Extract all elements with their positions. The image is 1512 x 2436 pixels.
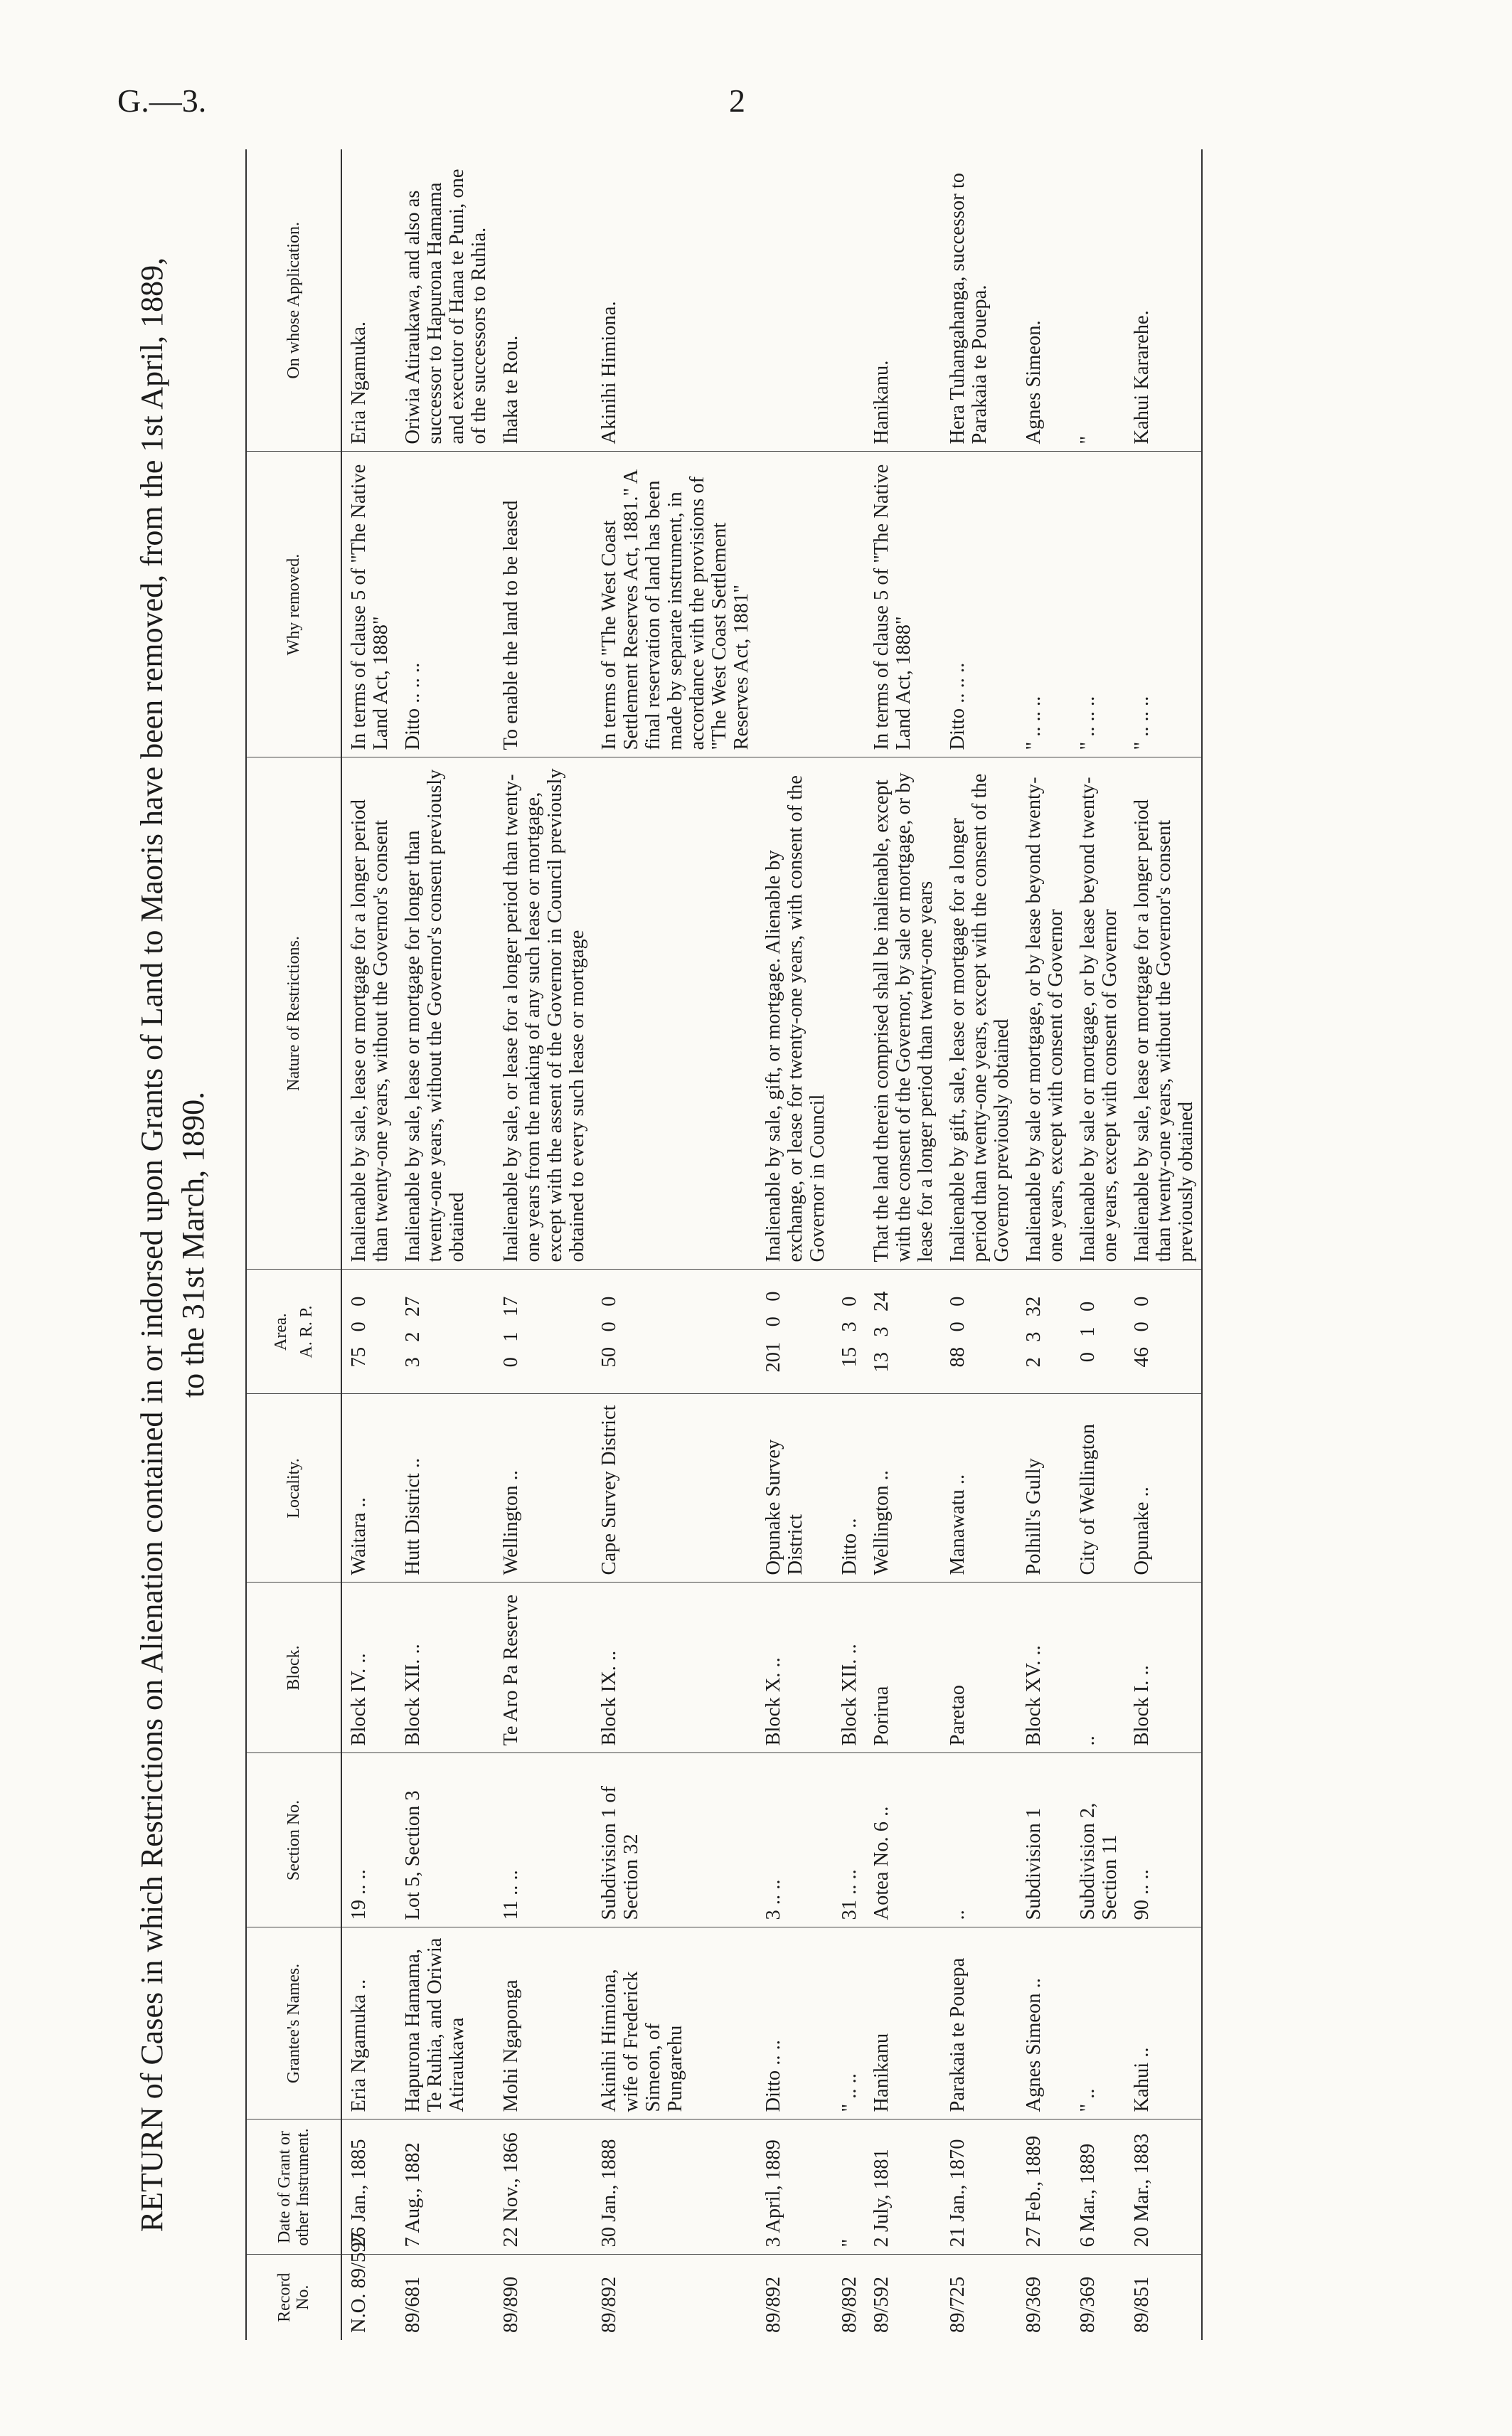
cell-locality: Opunake .. (1125, 1394, 1202, 1583)
cell-grantee-names: Hanikanu (865, 1927, 941, 2119)
cell-area: 0 1 0 (1071, 1270, 1125, 1394)
header-locality: Locality. (246, 1394, 341, 1583)
table-row (592, 149, 757, 2340)
restrictions-table (245, 149, 1203, 2340)
header-block: Block. (246, 1583, 341, 1753)
cell-on-whose-application: Eria Ngamuka. (341, 149, 396, 452)
table-row (1017, 149, 1071, 2340)
table-row (396, 149, 494, 2340)
table-row (941, 149, 1017, 2340)
cell-on-whose-application: Hanikanu. (865, 149, 941, 452)
cell-block: Block XII. .. (833, 1583, 865, 1753)
cell-grant-date: 2 July, 1881 (865, 2119, 941, 2255)
cell-area: 50 0 0 (592, 1270, 757, 1394)
cell-nature-of-restrictions: Inalienable by sale, lease or mortgage for longer than twenty-one years, without the Governor's consent previously obtained (396, 757, 494, 1270)
cell-area: 13 3 24 (865, 1270, 941, 1394)
cell-grantee-names: " .. .. (833, 1927, 865, 2119)
cell-block: Block I. .. (1125, 1583, 1202, 1753)
cell-section-no: 11 .. .. (494, 1753, 592, 1927)
header-date: Date of Grant or other Instrument. (246, 2119, 341, 2255)
cell-why-removed: In terms of "The West Coast Settlement Reserves Act, 1881." A final reservation of land has been made by separate instrument, in accordance with the provisions of "The West Coast Settlement Reserves Act, 1881" (592, 452, 757, 757)
header-area (246, 1270, 341, 1394)
cell-section-no: Aotea No. 6 .. (865, 1753, 941, 1927)
cell-locality: Ditto .. (833, 1394, 865, 1583)
cell-record-no: 89/369 (1077, 2276, 1099, 2333)
cell-why-removed: Ditto .. .. .. (396, 452, 494, 757)
cell-grant-date: 26 Jan., 1885 (341, 2119, 396, 2255)
cell-on-whose-application: Oriwia Atiraukawa, and also as successor to Hapurona Hamama and executor of Hana te Puni, one of the successors to Ruhia. (396, 149, 494, 452)
cell-on-whose-application: Kahui Kararehe. (1125, 149, 1202, 452)
cell-block: Block IV. .. (341, 1583, 396, 1753)
page-reference: G.—3. (117, 83, 207, 119)
document-title (132, 135, 238, 2354)
cell-grantee-names: Hapurona Hamama, Te Ruhia, and Oriwia Atiraukawa (396, 1927, 494, 2119)
cell-nature-of-restrictions: Inalienable by sale, lease or mortgage for a longer period than twenty-one years, without the Governor's consent (341, 757, 396, 1270)
cell-locality: Wellington .. (494, 1394, 592, 1583)
table-row (1125, 149, 1202, 2340)
cell-grant-date: 20 Mar., 1883 (1125, 2119, 1202, 2255)
cell-locality: Polhill's Gully (1017, 1394, 1071, 1583)
header-section: Section No. (246, 1753, 341, 1927)
cell-area: 0 1 17 (494, 1270, 592, 1394)
cell-record-no: 89/890 (500, 2276, 522, 2333)
cell-locality: Cape Survey District (592, 1394, 757, 1583)
cell-nature-of-restrictions: Inalienable by sale or mortgage, or by lease beyond twenty-one years, except with consent of Governor (1071, 757, 1125, 1270)
header-area-units: A. R. P. (297, 1305, 316, 1358)
cell-grant-date: 6 Mar., 1889 (1071, 2119, 1125, 2255)
title-line-2: to the 31st March, 1890. (176, 1091, 211, 1398)
cell-why-removed (757, 452, 833, 757)
cell-grantee-names: " .. (1071, 1927, 1125, 2119)
cell-grantee-names: Eria Ngamuka .. (341, 1927, 396, 2119)
cell-area: 46 0 0 (1125, 1270, 1202, 1394)
cell-record-no: 89/369 (1023, 2276, 1045, 2333)
cell-section-no: Subdivision 1 (1017, 1753, 1071, 1927)
cell-why-removed: " .. .. .. (1017, 452, 1071, 757)
cell-why-removed: In terms of clause 5 of "The Native Land Act, 1888" (865, 452, 941, 757)
cell-area: 75 0 0 (341, 1270, 396, 1394)
cell-block: Block XV. .. (1017, 1583, 1071, 1753)
cell-area: 2 3 32 (1017, 1270, 1071, 1394)
rotated-return-table (132, 135, 1397, 2354)
cell-why-removed: " .. .. .. (1071, 452, 1125, 757)
header-record: Record No. (246, 2255, 341, 2340)
cell-grantee-names: Ditto .. .. (757, 1927, 833, 2119)
cell-grant-date: 30 Jan., 1888 (592, 2119, 757, 2255)
cell-nature-of-restrictions: Inalienable by sale, or lease for a longer period than twenty-one years from the making of any such lease or mortgage, except with the assent of the Governor in Council previously obtained to every such lease or mortgage (494, 757, 592, 1270)
cell-block: Paretao (941, 1583, 1017, 1753)
cell-grantee-names: Kahui .. (1125, 1927, 1202, 2119)
table-row (833, 149, 865, 2340)
cell-nature-of-restrictions: Inalienable by sale, lease or mortgage for a longer period than twenty-one years, without the Governor's consent previously obtained (1125, 757, 1202, 1270)
cell-grant-date: 3 April, 1889 (757, 2119, 833, 2255)
cell-why-removed: Ditto .. .. .. (941, 452, 1017, 757)
cell-section-no: 3 .. .. (757, 1753, 833, 1927)
cell-locality: City of Wellington (1071, 1394, 1125, 1583)
header-applicant: On whose Application. (246, 149, 341, 452)
header-row (246, 149, 341, 2340)
cell-grant-date: " (833, 2119, 865, 2255)
cell-on-whose-application: Akinihi Himiona. (592, 149, 757, 452)
cell-nature-of-restrictions (833, 757, 865, 1270)
cell-grantee-names: Mohi Ngaponga (494, 1927, 592, 2119)
table-row (341, 149, 396, 2340)
title-line-1: RETURN of Cases in which Restrictions on Alienation contained in or indorsed upon Grants of Land to Maoris have been removed, from the 1st April, 1889, (134, 257, 169, 2233)
cell-nature-of-restrictions: Inalienable by gift, sale, lease or mortgage for a longer period than twenty-one years, except with the consent of the Governor previously obtained (941, 757, 1017, 1270)
cell-nature-of-restrictions: That the land therein comprised shall be inalienable, except with the consent of the Governor, by sale or mortgage, or by lease for a longer period than twenty-one years (865, 757, 941, 1270)
cell-record-no: N.O. 89/597 (348, 2232, 370, 2333)
cell-section-no: .. (941, 1753, 1017, 1927)
cell-grant-date: 27 Feb., 1889 (1017, 2119, 1071, 2255)
header-area-label: Area. (272, 1313, 290, 1351)
cell-grant-date: 7 Aug., 1882 (396, 2119, 494, 2255)
table-row (757, 149, 833, 2340)
cell-record-no: 89/725 (947, 2276, 969, 2333)
cell-grantee-names: Agnes Simeon .. (1017, 1927, 1071, 2119)
cell-why-removed: To enable the land to be leased (494, 452, 592, 757)
cell-section-no: Lot 5, Section 3 (396, 1753, 494, 1927)
cell-record-no: 89/592 (871, 2276, 893, 2333)
cell-locality: Manawatu .. (941, 1394, 1017, 1583)
cell-on-whose-application: Hera Tuhangahanga, successor to Parakaia te Pouepa. (941, 149, 1017, 452)
cell-section-no: Subdivision 1 of Section 32 (592, 1753, 757, 1927)
cell-section-no: Subdivision 2, Section 11 (1071, 1753, 1125, 1927)
table-row (494, 149, 592, 2340)
cell-section-no: 31 .. .. (833, 1753, 865, 1927)
cell-why-removed (833, 452, 865, 757)
header-why: Why removed. (246, 452, 341, 757)
cell-area: 201 0 0 (757, 1270, 833, 1394)
cell-on-whose-application: Ihaka te Rou. (494, 149, 592, 452)
cell-block: Block IX. .. (592, 1583, 757, 1753)
cell-grantee-names: Akinihi Himiona, wife of Frederick Simeon, of Pungarehu (592, 1927, 757, 2119)
cell-grantee-names: Parakaia te Pouepa (941, 1927, 1017, 2119)
cell-locality: Hutt District .. (396, 1394, 494, 1583)
header-grantee: Grantee's Names. (246, 1927, 341, 2119)
page-number: 2 (729, 83, 745, 119)
cell-record-no: 89/892 (598, 2276, 620, 2333)
cell-on-whose-application: " (1071, 149, 1125, 452)
cell-nature-of-restrictions: Inalienable by sale, gift, or mortgage. Alienable by exchange, or lease for twenty-one years, with consent of the Governor in Council (757, 757, 833, 1270)
cell-area: 15 3 0 (833, 1270, 865, 1394)
cell-block: Te Aro Pa Reserve (494, 1583, 592, 1753)
cell-section-no: 19 .. .. (341, 1753, 396, 1927)
cell-locality: Wellington .. (865, 1394, 941, 1583)
cell-why-removed: In terms of clause 5 of "The Native Land Act, 1888" (341, 452, 396, 757)
cell-why-removed: " .. .. .. (1125, 452, 1202, 757)
cell-nature-of-restrictions: Inalienable by sale or mortgage, or by lease beyond twenty-one years, except with consent of Governor (1017, 757, 1071, 1270)
cell-on-whose-application (833, 149, 865, 452)
cell-record-no: 89/892 (762, 2276, 784, 2333)
cell-section-no: 90 .. .. (1125, 1753, 1202, 1927)
cell-grant-date: 21 Jan., 1870 (941, 2119, 1017, 2255)
cell-record-no: 89/681 (402, 2276, 424, 2333)
cell-grant-date: 22 Nov., 1866 (494, 2119, 592, 2255)
cell-locality: Opunake Survey District (757, 1394, 833, 1583)
cell-area: 3 2 27 (396, 1270, 494, 1394)
cell-block: Block X. .. (757, 1583, 833, 1753)
cell-locality: Waitara .. (341, 1394, 396, 1583)
cell-block: .. (1071, 1583, 1125, 1753)
cell-block: Block XII. .. (396, 1583, 494, 1753)
cell-on-whose-application: Agnes Simeon. (1017, 149, 1071, 452)
cell-on-whose-application (757, 149, 833, 452)
table-row (1071, 149, 1125, 2340)
cell-record-no: 89/892 (838, 2276, 861, 2333)
header-nature: Nature of Restrictions. (246, 757, 341, 1270)
table-row (865, 149, 941, 2340)
cell-block: Porirua (865, 1583, 941, 1753)
cell-area: 88 0 0 (941, 1270, 1017, 1394)
cell-record-no: 89/851 (1125, 2255, 1202, 2340)
cell-nature-of-restrictions (592, 757, 757, 1270)
